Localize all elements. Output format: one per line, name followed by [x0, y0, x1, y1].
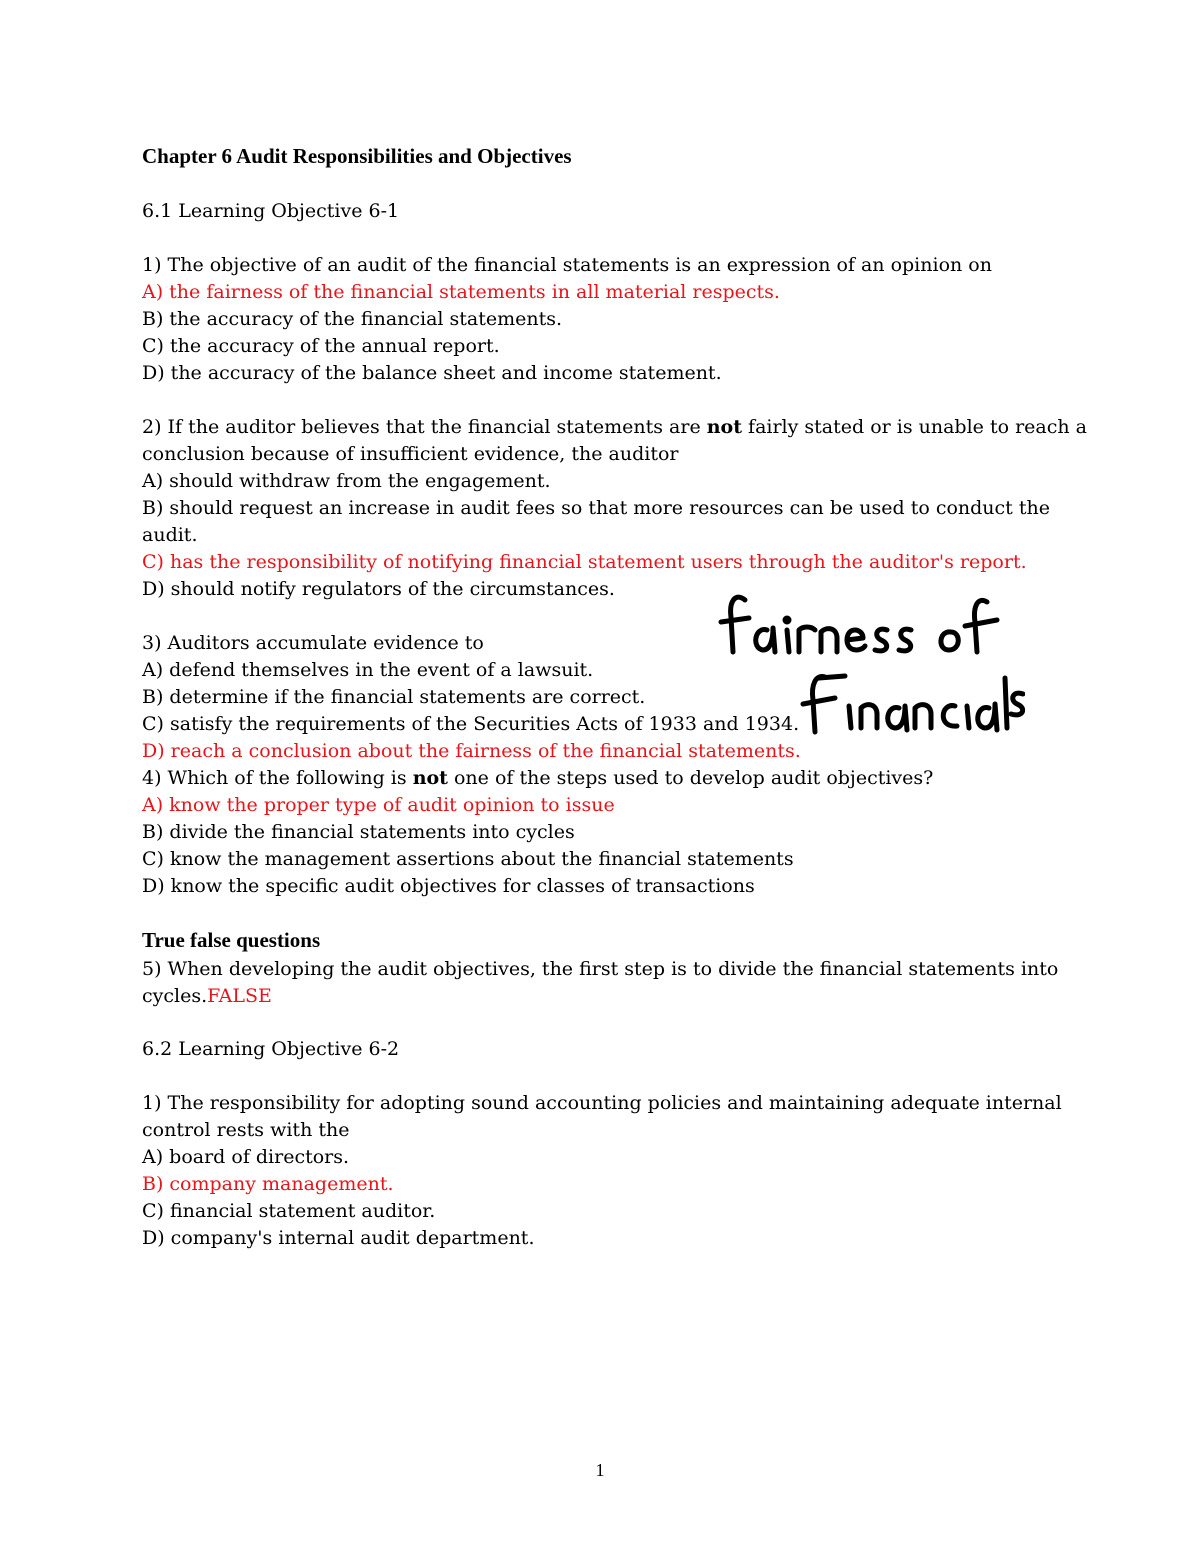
question-4-answer-a: A) know the proper type of audit opinion to issue	[142, 794, 615, 816]
question-2-answer-d: D) should notify regulators of the circumstances.	[142, 578, 615, 600]
section-heading-6-2: 6.2 Learning Objective 6-2	[142, 1038, 400, 1060]
question-1-answer-a: A) the fairness of the financial statements in all material respects.	[142, 281, 780, 303]
question-4-stem-pre: 4) Which of the following is	[142, 767, 413, 789]
question-5-stem-end: cycles.	[142, 985, 208, 1007]
question-2-stem	[142, 414, 1087, 440]
question-1-answer-d: D) the accuracy of the balance sheet and income statement.	[142, 362, 722, 384]
question-6-answer-c: C) financial statement auditor.	[142, 1200, 436, 1222]
question-2-answer-b-cont: audit.	[142, 524, 198, 546]
question-3-stem: 3) Auditors accumulate evidence to	[142, 632, 484, 654]
question-6-stem: 1) The responsibility for adopting sound accounting policies and maintaining adequate internal	[142, 1092, 1062, 1114]
question-2-stem-line2: conclusion because of insufficient evidence, the auditor	[142, 443, 679, 465]
question-3-answer-d: D) reach a conclusion about the fairness of the financial statements.	[142, 740, 801, 762]
question-6-answer-a: A) board of directors.	[142, 1146, 350, 1168]
question-4-stem-post: one of the steps used to develop audit objectives?	[447, 767, 934, 789]
question-1-stem: 1) The objective of an audit of the financial statements is an expression of an opinion on	[142, 254, 992, 276]
question-2-answer-c: C) has the responsibility of notifying financial statement users through the auditor's report.	[142, 551, 1027, 573]
question-2-answer-a: A) should withdraw from the engagement.	[142, 470, 551, 492]
true-false-heading: True false questions	[142, 928, 321, 952]
question-5-stem: 5) When developing the audit objectives, the first step is to divide the financial statements into	[142, 958, 1059, 980]
question-2-stem-post: fairly stated or is unable to reach a	[742, 416, 1087, 438]
question-6-answer-b: B) company management.	[142, 1173, 394, 1195]
question-1-answer-c: C) the accuracy of the annual report.	[142, 335, 500, 357]
handwritten-annotation	[715, 582, 1025, 752]
question-1-answer-b: B) the accuracy of the financial statements.	[142, 308, 563, 330]
question-2-answer-b: B) should request an increase in audit fees so that more resources can be used to conduct the	[142, 497, 1050, 519]
question-4-answer-c: C) know the management assertions about the financial statements	[142, 848, 794, 870]
question-4-answer-b: B) divide the financial statements into cycles	[142, 821, 575, 843]
question-5-answer: FALSE	[207, 985, 272, 1007]
question-2-stem-pre: 2) If the auditor believes that the financial statements are	[142, 416, 707, 438]
section-heading-6-1: 6.1 Learning Objective 6-1	[142, 200, 400, 222]
question-3-answer-a: A) defend themselves in the event of a lawsuit.	[142, 659, 594, 681]
question-5-stem-line2	[142, 983, 272, 1009]
question-6-stem-line2: control rests with the	[142, 1119, 350, 1141]
question-3-answer-c: C) satisfy the requirements of the Securities Acts of 1933 and 1934.	[142, 713, 800, 735]
question-4-stem	[142, 765, 933, 791]
question-4-answer-d: D) know the specific audit objectives for classes of transactions	[142, 875, 755, 897]
question-6-answer-d: D) company's internal audit department.	[142, 1227, 535, 1249]
question-4-stem-emphasis: not	[412, 767, 448, 789]
question-2-stem-emphasis: not	[706, 416, 742, 438]
chapter-title: Chapter 6 Audit Responsibilities and Objectives	[142, 144, 572, 168]
page-number: 1	[595, 1460, 605, 1480]
question-3-answer-b: B) determine if the financial statements are correct.	[142, 686, 646, 708]
